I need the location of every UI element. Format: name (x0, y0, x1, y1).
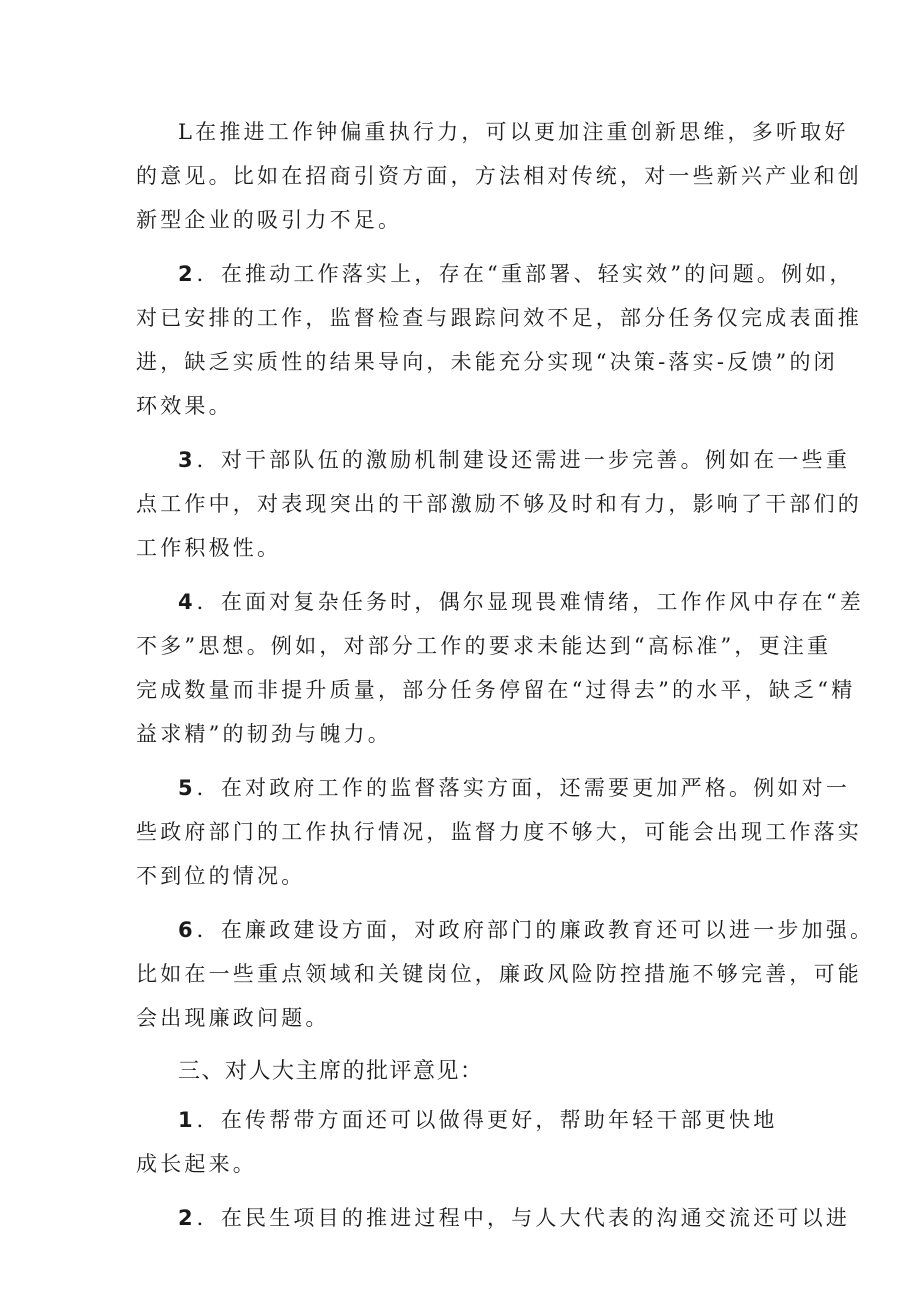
paragraph-line: ．在面对复杂任务时，偶尔显现畏难情绪，工作作风中存在“差 (196, 590, 864, 614)
paragraph-line: 点工作中，对表现突出的干部激励不够及时和有力，影响了干部们的 (136, 492, 862, 516)
paragraph-line: 新型企业的吸引力不足。 (136, 208, 403, 232)
paragraph-line: ．在对政府工作的监督落实方面，还需要更加严格。例如对一 (196, 776, 851, 800)
item-number: 6 (178, 918, 197, 942)
item-number: 5 (178, 776, 197, 800)
paragraph-1 (136, 110, 862, 242)
paragraph-line: 益求精”的韧劲与魄力。 (136, 722, 392, 746)
paragraph-line: 成长起来。 (136, 1152, 257, 1176)
item-number: 4 (178, 590, 197, 614)
paragraph-line: 工作积极性。 (136, 536, 282, 560)
paragraph-line: 环效果。 (136, 394, 233, 418)
paragraph-3 (136, 438, 862, 570)
paragraph-line: 对已安排的工作，监督检查与跟踪问效不足，部分任务仅完成表面推 (136, 306, 862, 330)
paragraph-5 (136, 766, 862, 898)
item-number: 1 (178, 1108, 197, 1132)
paragraph-6 (136, 908, 875, 1040)
paragraph-line: ．在传帮带方面还可以做得更好，帮助年轻干部更快地 (196, 1108, 778, 1132)
document-page (136, 110, 875, 1250)
paragraph-line: ．对干部队伍的激励机制建设还需进一步完善。例如在一些重 (196, 448, 851, 472)
paragraph-line: 完成数量而非提升质量，部分任务停留在“过得去”的水平，缺乏“精 (136, 678, 856, 702)
paragraph-line: 进，缺乏实质性的结果导向，未能充分实现“决策-落实-反馈”的闭 (136, 350, 838, 374)
paragraph-2 (136, 252, 862, 428)
paragraph-line: 不到位的情况。 (136, 864, 306, 888)
paragraph-line: ．在廉政建设方面，对政府部门的廉政教育还可以进一步加强。 (196, 918, 875, 942)
section-paragraph-1 (136, 1098, 786, 1186)
section-paragraph-2 (136, 1196, 851, 1240)
paragraph-line: ．在民生项目的推进过程中，与人大代表的沟通交流还可以进 (196, 1206, 851, 1230)
item-number: 2 (178, 1206, 197, 1230)
paragraph-line: 些政府部门的工作执行情况，监督力度不够大，可能会出现工作落实 (136, 820, 862, 844)
paragraph-line: 比如在一些重点领域和关键岗位，廉政风险防控措施不够完善，可能 (136, 962, 862, 986)
paragraph-line: 会出现廉政问题。 (136, 1006, 330, 1030)
item-number: 2 (178, 262, 197, 286)
paragraph-line: ．在推动工作落实上，存在“重部署、轻实效”的问题。例如， (196, 262, 854, 286)
paragraph-4 (136, 580, 864, 756)
item-number: 3 (178, 448, 197, 472)
paragraph-line: 的意见。比如在招商引资方面，方法相对传统，对一些新兴产业和创 (136, 164, 862, 188)
paragraph-line: L在推进工作钟偏重执行力，可以更加注重创新思维，多听取好 (178, 120, 849, 144)
section-heading: 三、对人大主席的批评意见： (178, 1059, 484, 1084)
paragraph-line: 不多”思想。例如，对部分工作的要求未能达到“高标准”，更注重 (136, 634, 832, 658)
